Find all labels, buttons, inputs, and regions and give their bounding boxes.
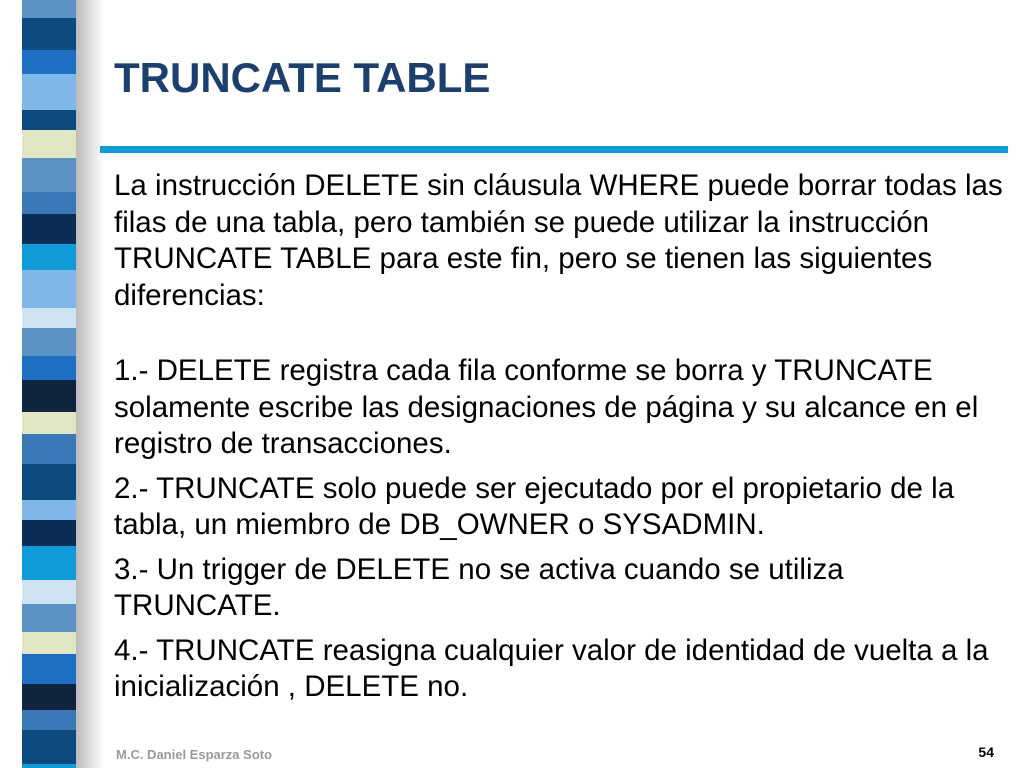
difference-item-4: 4.- TRUNCATE reasigna cualquier valor de identidad de vuelta a la inicialización , DELETE no.	[114, 633, 989, 703]
strip-block	[22, 328, 76, 356]
difference-item-3: 3.- Un trigger de DELETE no se activa cuando se utiliza TRUNCATE.	[114, 552, 844, 622]
strip-block	[22, 270, 76, 308]
strip-block	[22, 434, 76, 464]
difference-item-1: 1.- DELETE registra cada fila conforme se borra y TRUNCATE solamente escribe las designaciones de página y su alcance en el registro de transacciones.	[114, 354, 979, 460]
strip-block	[22, 192, 76, 214]
slide-title: TRUNCATE TABLE	[114, 54, 491, 101]
strip-block	[22, 380, 76, 412]
title-underline-rule	[100, 146, 1008, 153]
strip-block	[22, 74, 76, 110]
strip-block	[22, 632, 76, 654]
strip-block	[22, 130, 76, 158]
decorative-side-strip	[22, 0, 76, 768]
strip-block	[22, 110, 76, 130]
side-strip-shadow	[76, 0, 104, 768]
strip-block	[22, 546, 76, 580]
strip-block	[22, 50, 76, 74]
strip-block	[22, 244, 76, 270]
strip-block	[22, 500, 76, 520]
strip-block	[22, 764, 76, 768]
strip-block	[22, 308, 76, 328]
strip-block	[22, 464, 76, 500]
footer-author: M.C. Daniel Esparza Soto	[116, 747, 273, 762]
strip-block	[22, 710, 76, 730]
slide-body	[114, 168, 1004, 714]
strip-block	[22, 412, 76, 434]
strip-block	[22, 580, 76, 604]
strip-block	[22, 730, 76, 764]
strip-block	[22, 18, 76, 50]
strip-block	[22, 214, 76, 244]
strip-block	[22, 520, 76, 546]
strip-block	[22, 158, 76, 192]
difference-item-2: 2.- TRUNCATE solo puede ser ejecutado por el propietario de la tabla, un miembro de DB_OWNER o SYSADMIN.	[114, 471, 955, 541]
intro-paragraph: La instrucción DELETE sin cláusula WHERE puede borrar todas las filas de una tabla, pero también se puede utilizar la instrucción TRUNCATE TABLE para este fin, pero se tienen las siguientes diferencias:	[114, 169, 1003, 312]
strip-block	[22, 654, 76, 684]
strip-block	[22, 684, 76, 710]
strip-block	[22, 356, 76, 380]
page-number: 54	[978, 744, 994, 760]
strip-block	[22, 604, 76, 632]
strip-block	[22, 0, 76, 18]
